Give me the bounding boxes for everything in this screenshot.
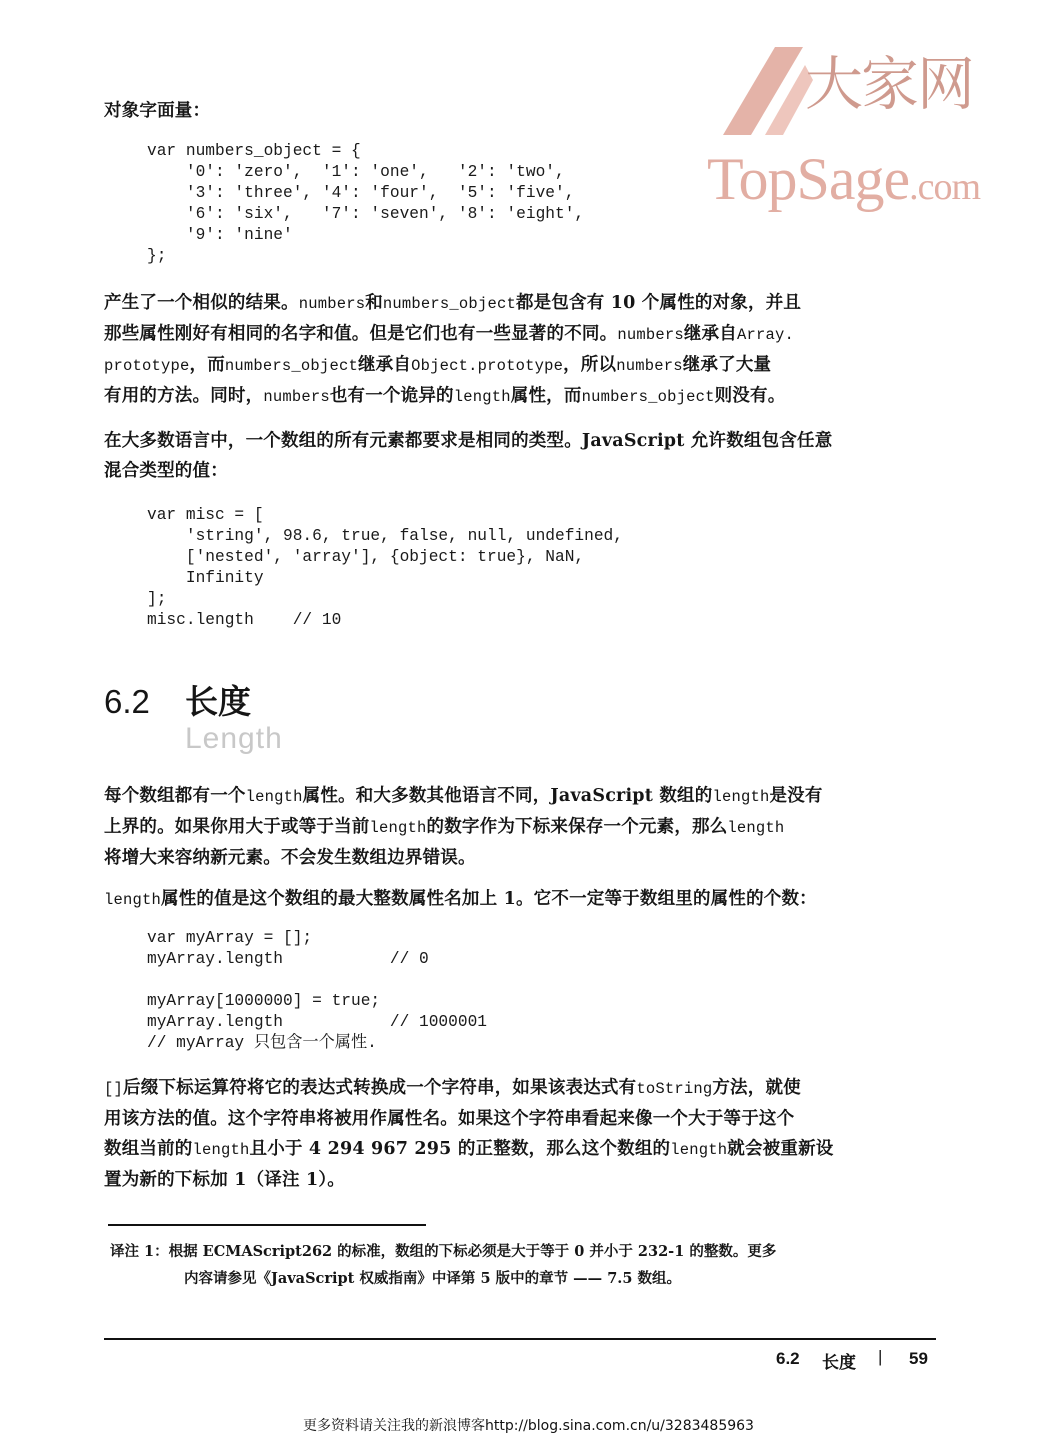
- footnote-line-1: 译注 1：根据 ECMAScript262 的标准，数组的下标必须是大于等于 0 并小于 232-1 的整数。更多: [110, 1243, 777, 1260]
- footer-section-number: 6.2: [776, 1349, 800, 1368]
- footnote: [110, 1238, 950, 1292]
- footnote-line-2: 内容请参见《JavaScript 权威指南》中译第 5 版中的章节 —— 7.5 数组。: [184, 1270, 681, 1287]
- object-literal-label: 对象字面量：: [104, 101, 211, 121]
- section-subtitle: Length: [185, 722, 283, 755]
- paragraph-length-property: 每个数组都有一个length属性。和大多数其他语言不同，JavaScript 数组的length是没有 上界的。如果你用大于或等于当前length的数字作为下标来保存一个元素，那么length 将增大来容纳新元素。不会发生数组边界错误。: [104, 786, 823, 868]
- watermark-brand: TopSage.com: [707, 146, 981, 212]
- code-block-myarray: var myArray = []; myArray.length // 0 myArray[1000000] = true; myArray.length // 1000001 // myArray 只包含一个属性.: [147, 929, 487, 1052]
- section-title: 长度: [185, 682, 251, 721]
- section-heading: [104, 676, 251, 723]
- paragraph-numbers-comparison: 产生了一个相似的结果。numbers和numbers_object都是包含有 10 个属性的对象，并且 那些属性刚好有相同的名字和值。但是它们也有一些显著的不同。numbers继承自Array. prototype，而numbers_object继承自Object.prototype，所以numbers继承了大量 有用的方法。同时，numbers也有一个诡异的length属性，而numbers_object则没有。: [104, 293, 802, 406]
- section-number: 6.2: [104, 683, 150, 720]
- paragraph-length-value: length属性的值是这个数组的最大整数属性名加上 1。它不一定等于数组里的属性的个数：: [104, 889, 817, 909]
- footer-separator: |: [878, 1347, 883, 1366]
- watermark-chinese: 大家网: [805, 50, 974, 118]
- footer-rule: [104, 1338, 936, 1340]
- paragraph-subscript-operator: []后缀下标运算符将它的表达式转换成一个字符串，如果该表达式有toString方法，就使 用该方法的值。这个字符串将被用作属性名。如果这个字符串看起来像一个大于等于这个 数组当前的length且小于 4 294 967 295 的正整数，那么这个数组的length就会被重新设 置为新的下标加 1（译注 1）。: [104, 1078, 834, 1190]
- footnote-divider: [108, 1224, 426, 1226]
- footer-section-title: 长度: [822, 1353, 856, 1373]
- code-block-misc: var misc = [ 'string', 98.6, true, false, null, undefined, ['nested', 'array'], {object: true}, NaN, Infinity ]; misc.length // 10: [147, 506, 623, 629]
- blog-note: 更多资料请关注我的新浪博客http://blog.sina.com.cn/u/3283485963: [303, 1418, 754, 1434]
- paragraph-mixed-types: 在大多数语言中，一个数组的所有元素都要求是相同的类型。JavaScript 允许数组包含任意 混合类型的值：: [104, 431, 833, 481]
- page-number: 59: [909, 1349, 928, 1368]
- code-block-numbers-object: var numbers_object = { '0': 'zero', '1': 'one', '2': 'two', '3': 'three', '4': 'four', '5': 'five', '6': 'six', '7': 'seven', '8': 'eight', '9': 'nine' };: [147, 142, 585, 265]
